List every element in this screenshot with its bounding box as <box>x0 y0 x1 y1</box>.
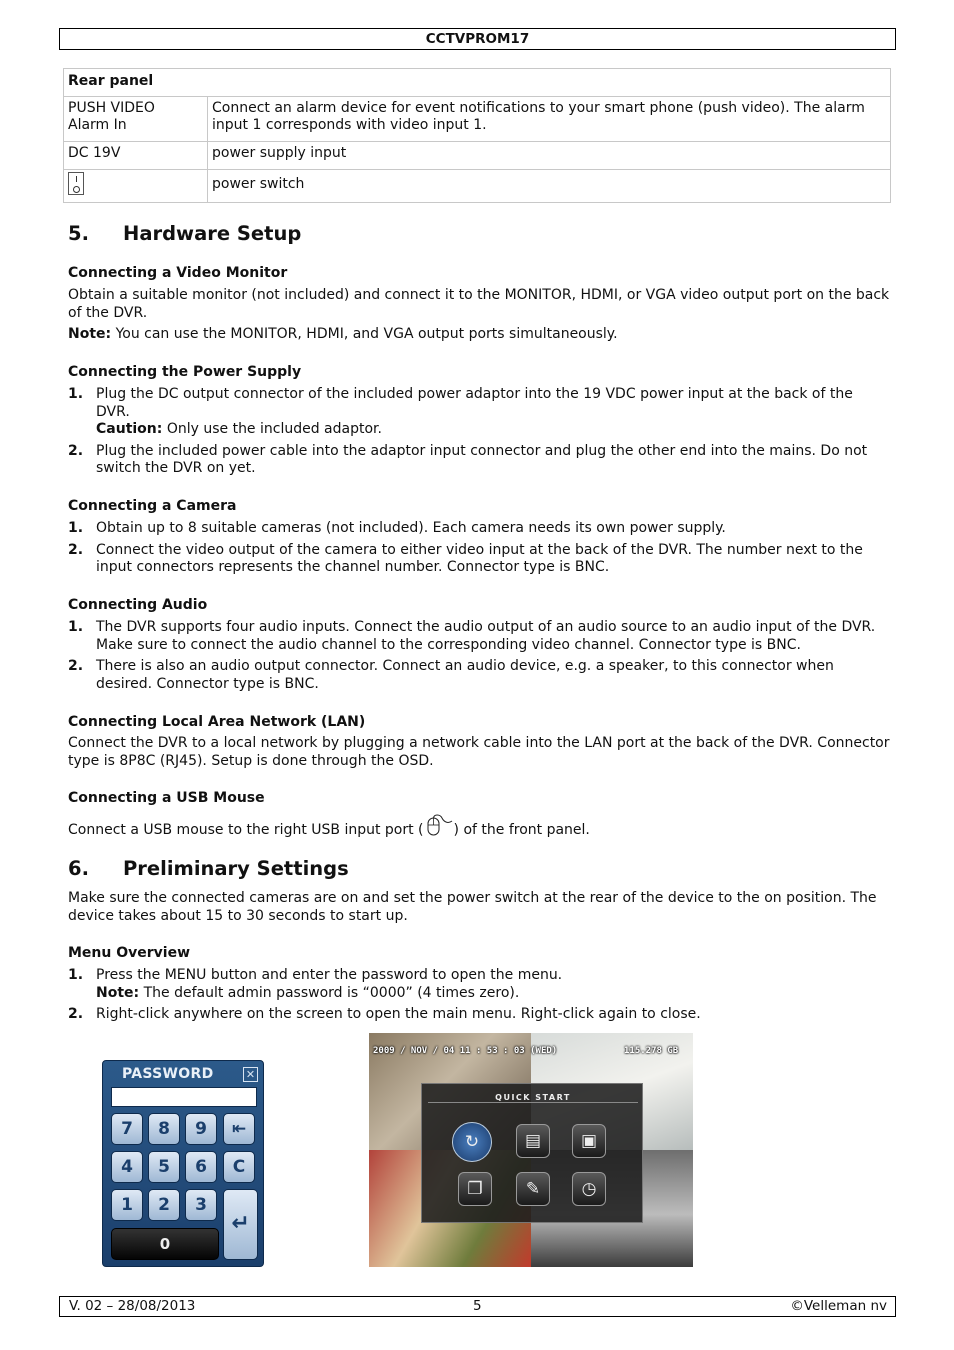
usb-mouse-heading: Connecting a USB Mouse <box>68 790 265 806</box>
camera-heading: Connecting a Camera <box>68 498 237 514</box>
rear-panel-title: Rear panel <box>64 69 891 97</box>
advanced-config-icon: ✎ <box>516 1172 550 1206</box>
key-7: 7 <box>111 1113 143 1145</box>
key-4: 4 <box>111 1151 143 1183</box>
date-icon: ▤ <box>516 1124 550 1158</box>
osd-status-bar <box>369 1041 693 1057</box>
footer-page-number: 5 <box>473 1298 482 1314</box>
page-header: CCTVPROM17 <box>59 28 896 50</box>
password-keypad-image <box>102 1060 264 1267</box>
key-8: 8 <box>148 1113 180 1145</box>
audio-heading: Connecting Audio <box>68 597 208 613</box>
list-item: 1. Obtain up to 8 suitable cameras (not included). Each camera needs its own power supply. <box>68 520 726 536</box>
table-cell-name: DC 19V <box>64 142 208 170</box>
power-switch-icon <box>68 172 84 195</box>
table-cell-desc: power switch <box>208 170 891 203</box>
section-6-heading: 6. Preliminary Settings <box>68 857 349 880</box>
key-9: 9 <box>185 1113 217 1145</box>
keypad-title: PASSWORD <box>122 1066 214 1082</box>
usb-mouse-text: Connect a USB mouse to the right USB input port ( ) of the front panel. <box>68 814 890 840</box>
table-cell-name <box>64 170 208 203</box>
quick-start-title: QUICK START <box>495 1093 571 1102</box>
osd-datetime: 2009 / NOV / 04 11 : 53 : 03 (WED) <box>373 1046 558 1056</box>
system-icon: ▣ <box>572 1124 606 1158</box>
list-item: 1. Plug the DC output connector of the included power adaptor into the 19 VDC power input at the back of the DVR. Caution: Only use the included adaptor. <box>68 386 853 437</box>
video-monitor-note: Note: You can use the MONITOR, HDMI, and VGA output ports simultaneously. <box>68 326 618 342</box>
footer-copyright: ©Velleman nv <box>790 1298 887 1314</box>
backspace-icon: ⇤ <box>223 1113 255 1145</box>
page-footer <box>59 1296 896 1317</box>
rear-panel-table <box>63 68 891 203</box>
list-item: 2. Connect the video output of the camera to either video input at the back of the DVR. The number next to the input connectors represents the channel number. Connector type is BNC. <box>68 541 863 575</box>
preliminary-intro: Make sure the connected cameras are on and set the power switch at the rear of the device to the on position. The device takes about 15 to 30 seconds to start up. <box>68 890 877 924</box>
quick-start-icon: ↻ <box>452 1122 492 1162</box>
camera-steps <box>68 520 890 581</box>
key-2: 2 <box>148 1189 180 1221</box>
table-cell-name <box>64 97 208 142</box>
key-3: 3 <box>185 1189 217 1221</box>
password-field <box>111 1087 257 1107</box>
menu-overview-steps <box>68 967 890 1028</box>
schedule-icon: ◷ <box>572 1172 606 1206</box>
video-monitor-heading: Connecting a Video Monitor <box>68 265 288 281</box>
power-supply-heading: Connecting the Power Supply <box>68 364 302 380</box>
list-item: 2. There is also an audio output connector. Connect an audio device, e.g. a speaker, to this connector when desired. Connector type is BNC. <box>68 658 834 692</box>
event-log-icon: ❐ <box>458 1172 492 1206</box>
key-6: 6 <box>185 1151 217 1183</box>
section-5-heading: 5. Hardware Setup <box>68 222 302 245</box>
key-clear: C <box>223 1151 255 1183</box>
lan-text: Connect the DVR to a local network by plugging a network cable into the LAN port at the back of the DVR. Connector type is 8P8C (RJ45). Setup is done through the OSD. <box>68 735 890 769</box>
video-monitor-text: Obtain a suitable monitor (not included) and connect it to the MONITOR, HDMI, or VGA video output port on the back of the DVR. <box>68 287 890 321</box>
key-5: 5 <box>148 1151 180 1183</box>
list-item: 1. Press the MENU button and enter the password to open the menu. Note: The default admin password is “0000” (4 times zero). <box>68 967 563 1001</box>
lan-heading: Connecting Local Area Network (LAN) <box>68 714 366 730</box>
list-item: 2. Plug the included power cable into the adaptor input connector and plug the other end into the mains. Do not switch the DVR on yet. <box>68 442 868 476</box>
mouse-icon <box>424 814 454 838</box>
table-cell-desc: power supply input <box>208 142 891 170</box>
push-video-label: PUSH VIDEO Alarm In <box>68 100 155 133</box>
footer-version: V. 02 – 28/08/2013 <box>69 1298 196 1314</box>
dvr-main-menu-image <box>369 1033 693 1267</box>
list-item: 2. Right-click anywhere on the screen to open the main menu. Right-click again to close. <box>68 1006 701 1022</box>
enter-icon: ↵ <box>223 1189 258 1260</box>
table-cell-desc: Connect an alarm device for event notifications to your smart phone (push video). The alarm input 1 corresponds with video input 1. <box>208 97 891 142</box>
audio-steps <box>68 619 890 697</box>
power-supply-steps <box>68 386 890 482</box>
menu-overview-heading: Menu Overview <box>68 945 191 961</box>
close-icon: ✕ <box>243 1067 258 1082</box>
list-item: 1. The DVR supports four audio inputs. Connect the audio output of an audio source to an audio input of the DVR. Make sure to connect the audio channel to the corresponding video channel. Connector type is BNC. <box>68 619 876 653</box>
key-0: 0 <box>111 1228 219 1260</box>
quick-start-menu <box>421 1083 643 1223</box>
key-1: 1 <box>111 1189 143 1221</box>
osd-hdd-space: 115.278 GB <box>624 1046 679 1056</box>
